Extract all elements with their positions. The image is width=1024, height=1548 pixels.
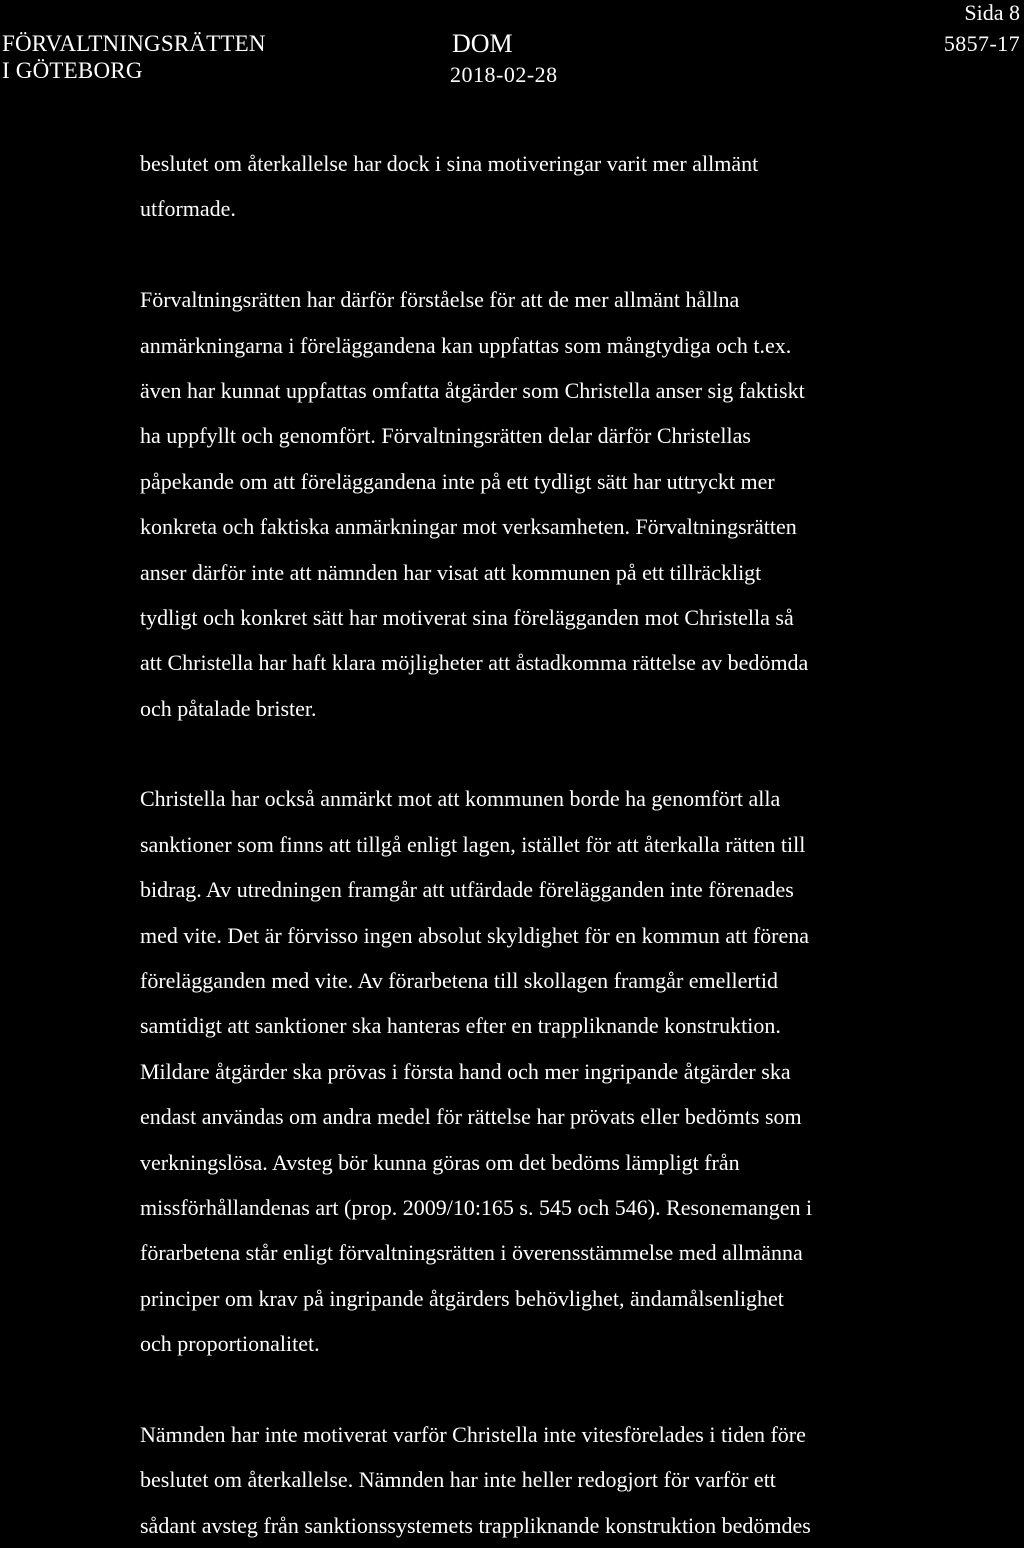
paragraph-gap bbox=[140, 232, 940, 277]
page-number: Sida 8 bbox=[964, 0, 1020, 25]
text-line: missförhållandenas art (prop. 2009/10:165 s. 545 och 546). Resonemangen i bbox=[140, 1194, 813, 1220]
text-line: utformade. bbox=[140, 196, 236, 222]
text-line: sådant avsteg från sanktionssystemets trappliknande konstruktion bedömdes bbox=[140, 1512, 811, 1538]
text-line: anmärkningarna i föreläggandena kan uppfattas som mångtydiga och t.ex. bbox=[140, 332, 792, 358]
text-line: ha uppfyllt och genomfört. Förvaltningsrätten delar därför Christellas bbox=[140, 423, 751, 449]
text-line: att Christella har haft klara möjligheter att åstadkomma rättelse av bedömda bbox=[140, 650, 809, 676]
text-line: anser därför inte att nämnden har visat att kommunen på ett tillräckligt bbox=[140, 559, 762, 585]
text-line: bidrag. Av utredningen framgår att utfärdade förelägganden inte förenades bbox=[140, 877, 794, 903]
text-line: Christella har också anmärkt mot att kommunen borde ha genomfört alla bbox=[140, 786, 781, 812]
document-date: 2018-02-28 bbox=[450, 62, 558, 87]
document-header bbox=[0, 0, 1024, 100]
court-name bbox=[2, 30, 266, 84]
court-name-line2: I GÖTEBORG bbox=[2, 58, 143, 83]
text-line: sanktioner som finns att tillgå enligt lagen, istället för att återkalla rätten till bbox=[140, 831, 806, 857]
paragraph-1 bbox=[140, 141, 940, 232]
text-line: tydligt och konkret sätt har motiverat sina förelägganden mot Christella så bbox=[140, 604, 794, 630]
text-line: samtidigt att sanktioner ska hanteras efter en trappliknande konstruktion. bbox=[140, 1013, 781, 1039]
case-number: 5857-17 bbox=[943, 31, 1020, 56]
paragraph-gap bbox=[140, 1367, 940, 1412]
text-line: med vite. Det är förvisso ingen absolut skyldighet för en kommun att förena bbox=[140, 922, 810, 948]
text-line: förarbetena står enligt förvaltningsrätten i överensstämmelse med allmänna bbox=[140, 1240, 803, 1266]
text-line: beslutet om återkallelse har dock i sina motiveringar varit mer allmänt bbox=[140, 151, 759, 176]
text-line: verkningslösa. Avsteg bör kunna göras om det bedöms lämpligt från bbox=[140, 1149, 740, 1175]
paragraph-2 bbox=[140, 277, 940, 731]
text-line: och proportionalitet. bbox=[140, 1331, 320, 1357]
paragraph-3 bbox=[140, 776, 940, 1366]
text-line: konkreta och faktiska anmärkningar mot verksamheten. Förvaltningsrätten bbox=[140, 514, 797, 540]
document-type: DOM bbox=[452, 29, 513, 58]
text-line: förelägganden med vite. Av förarbetena till skollagen framgår emellertid bbox=[140, 968, 778, 994]
document-body bbox=[140, 141, 940, 1548]
text-line: Förvaltningsrätten har därför förståelse för att de mer allmänt hållna bbox=[140, 287, 740, 313]
text-line: endast användas om andra medel för rättelse har prövats eller bedömts som bbox=[140, 1104, 802, 1130]
text-line: Nämnden har inte motiverat varför Christella inte vitesförelades i tiden före bbox=[140, 1421, 806, 1447]
text-line: och påtalade brister. bbox=[140, 695, 317, 721]
text-line: Mildare åtgärder ska prövas i första hand och mer ingripande åtgärder ska bbox=[140, 1058, 791, 1084]
paragraph-gap bbox=[140, 731, 940, 776]
text-line: principer om krav på ingripande åtgärders behövlighet, ändamålsenlighet bbox=[140, 1285, 784, 1311]
text-line: beslutet om återkallelse. Nämnden har inte heller redogjort för varför ett bbox=[140, 1467, 776, 1493]
text-line: även har kunnat uppfattas omfatta åtgärder som Christella anser sig faktiskt bbox=[140, 377, 805, 403]
court-name-line1: FÖRVALTNINGSRÄTTEN bbox=[2, 31, 266, 56]
paragraph-4 bbox=[140, 1412, 940, 1548]
text-line: påpekande om att föreläggandena inte på ett tydligt sätt har uttryckt mer bbox=[140, 468, 775, 494]
